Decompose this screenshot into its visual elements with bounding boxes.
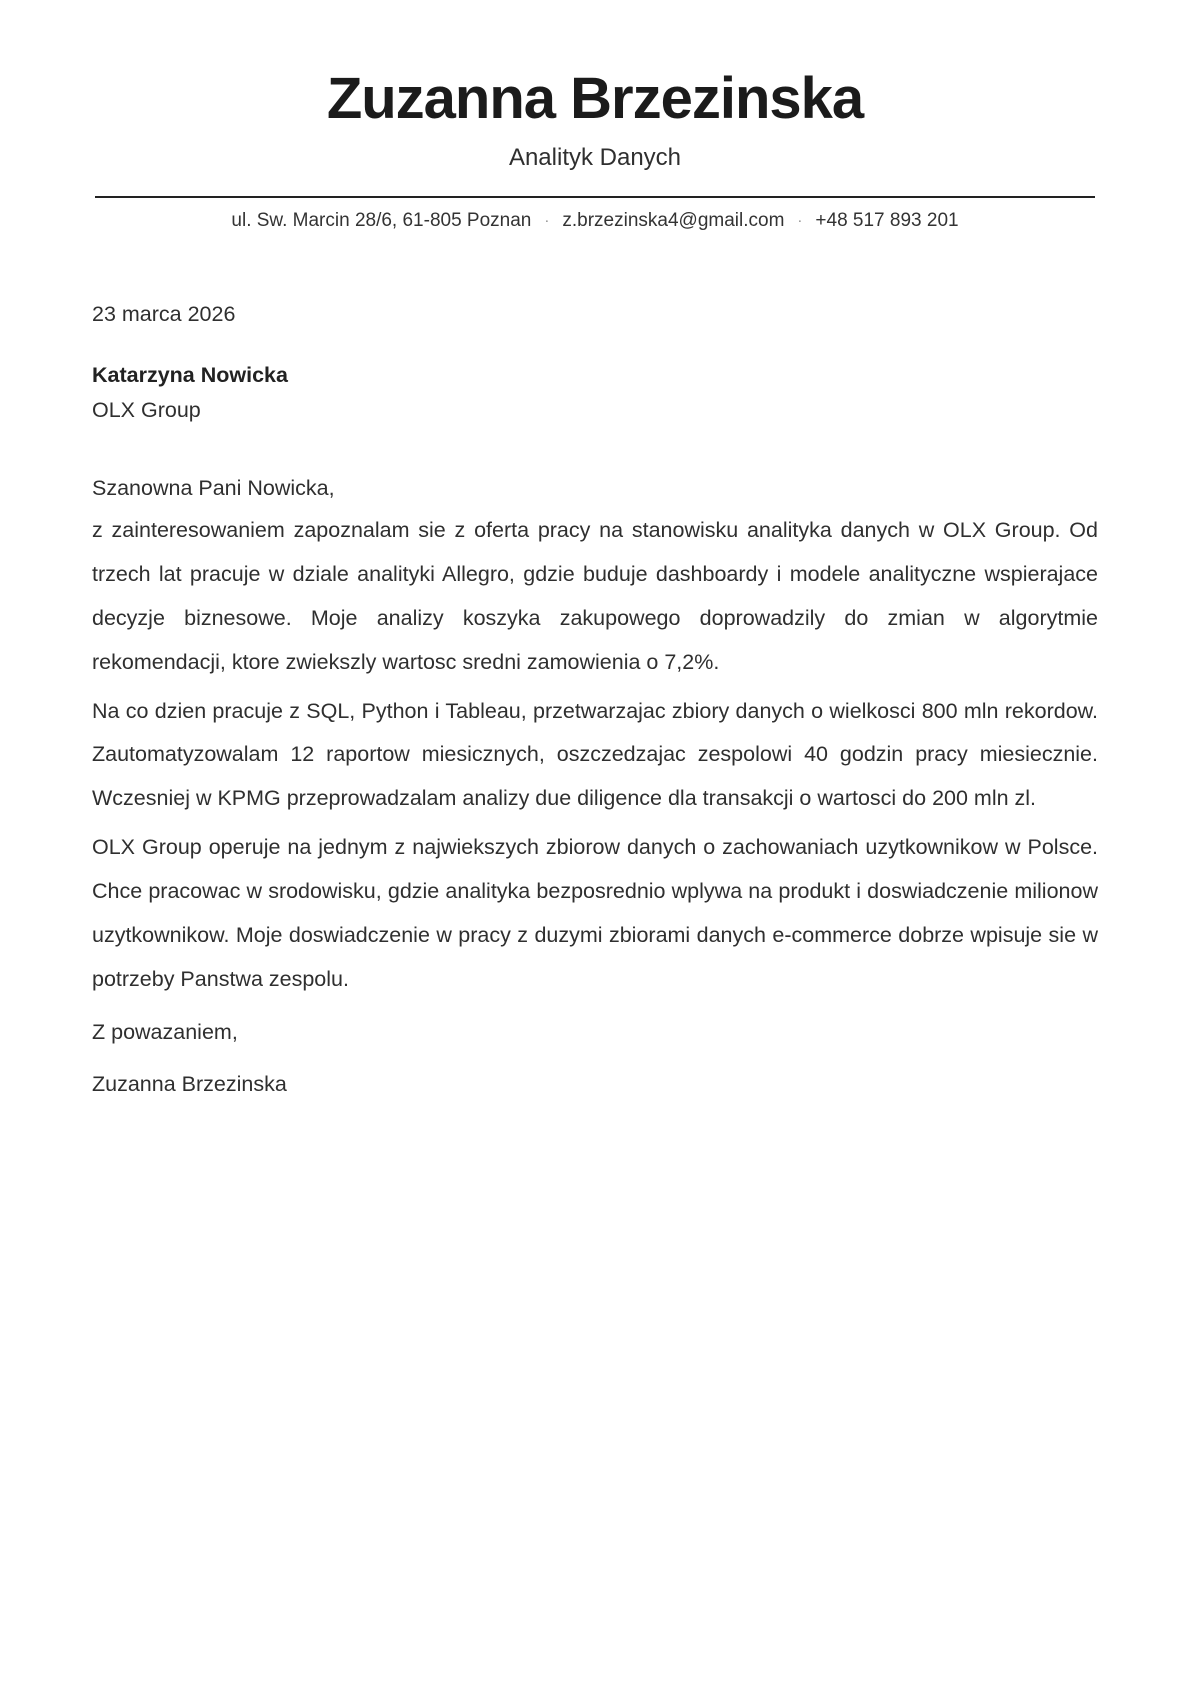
- applicant-name: Zuzanna Brzezinska: [326, 66, 864, 131]
- contact-email: z.brzezinska4@gmail.com: [562, 210, 785, 231]
- closing-phrase: Z powazaniem,: [92, 1019, 238, 1044]
- contact-separator-dot: ·: [797, 212, 803, 229]
- contact-line: [0, 210, 1190, 232]
- letter-paragraph: OLX Group operuje na jednym z najwiekszych zbiorow danych o zachowaniach uzytkownikow w Polsce. Chce pracowac w srodowisku, gdzie analityka bezposrednio wplywa na produkt i doswiadczenie milionow uzytkownikow. Moje doswiadczenie w pracy z duzymi zbiorami danych e-commerce dobrze wpisuje sie w potrzeby Panstwa zespolu.: [92, 835, 1098, 991]
- applicant-job-title: Analityk Danych: [508, 144, 682, 171]
- letter-paragraph: z zainteresowaniem zapoznalam sie z oferta pracy na stanowisku analityka danych w OLX Group. Od trzech lat pracuje w dziale analityki Allegro, gdzie buduje dashboardy i modele analityczne wspierajace decyzje biznesowe. Moje analizy koszyka zakupowego doprowadzily do zmian w algorytmie rekomendacji, ktore zwiekszly wartosc sredni zamowienia o 7,2%.: [92, 518, 1098, 674]
- header-divider: [95, 196, 1095, 198]
- salutation: Szanowna Pani Nowicka,: [92, 475, 335, 500]
- recipient-block: [92, 358, 1098, 428]
- letter-date: 23 marca 2026: [92, 302, 236, 326]
- recipient-company: OLX Group: [92, 398, 201, 423]
- letter-paragraph: Na co dzien pracuje z SQL, Python i Tableau, przetwarzajac zbiory danych o wielkosci 800 mln rekordow. Zautomatyzowalam 12 raportow miesicznych, oszczedzajac zespolowi 40 godzin pracy miesiecznie. Wczesniej w KPMG przeprowadzalam analizy due diligence dla transakcji o wartosci do 200 mln zl.: [92, 698, 1098, 811]
- contact-address: ul. Sw. Marcin 28/6, 61-805 Poznan: [231, 210, 532, 231]
- recipient-name: Katarzyna Nowicka: [92, 363, 288, 388]
- letter-body: [92, 298, 1098, 1107]
- signature-name: Zuzanna Brzezinska: [92, 1072, 287, 1097]
- contact-phone: +48 517 893 201: [815, 210, 959, 231]
- letter-header: [0, 0, 1190, 232]
- contact-separator-dot: ·: [544, 212, 550, 229]
